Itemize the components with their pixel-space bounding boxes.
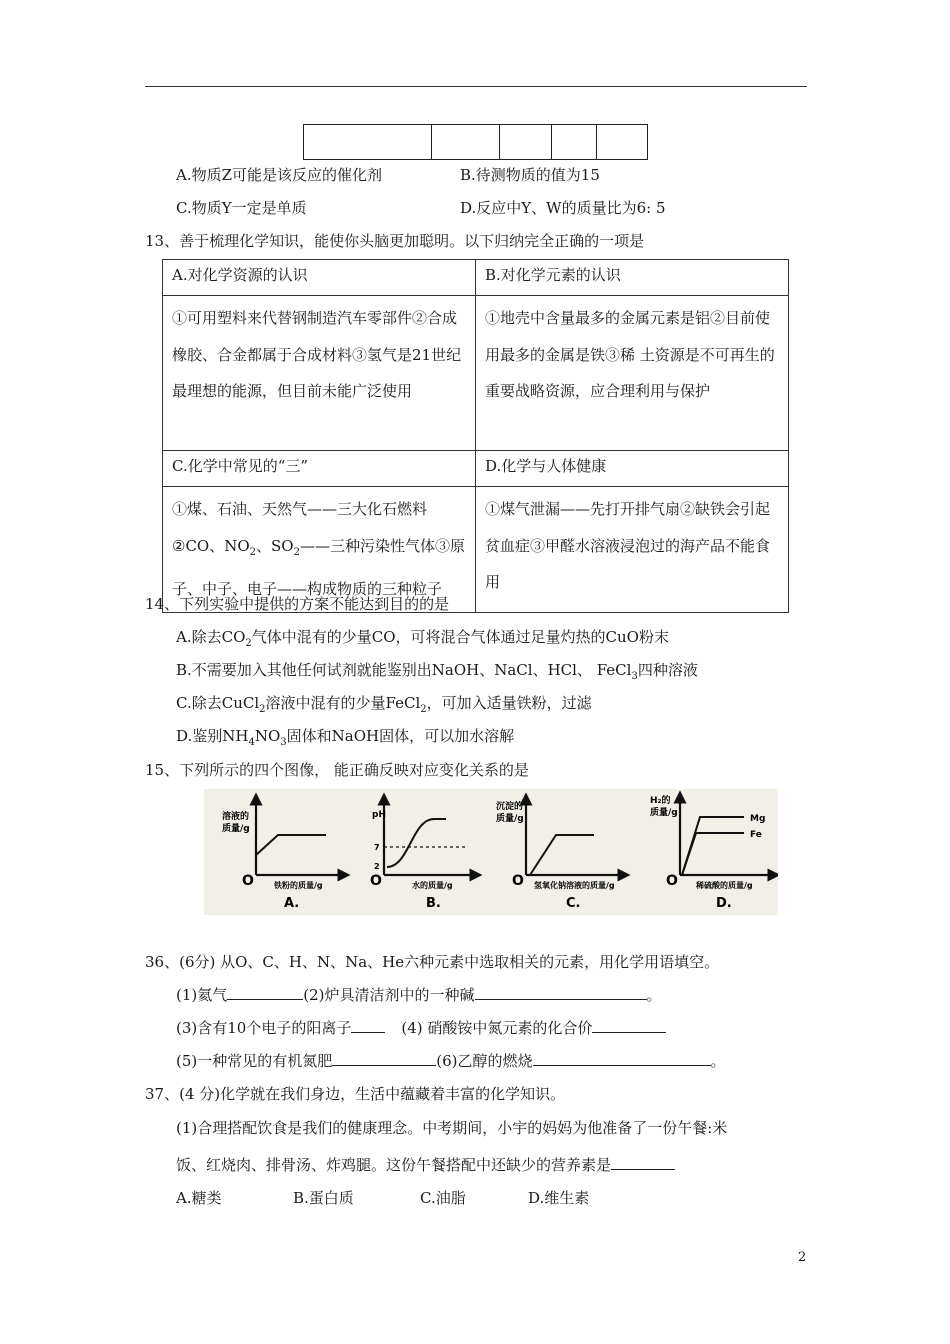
q37-stem: 37、(4 分)化学就在我们身边，生活中蕴藏着丰富的化学知识。 — [145, 1085, 566, 1103]
subscript: 2 — [420, 704, 427, 715]
q13-c-line1: ①煤、石油、天然气——三大化石燃料 — [172, 500, 428, 518]
text: NO — [254, 727, 281, 745]
x-label: 氢氧化钠溶液的质量/g — [534, 881, 615, 890]
q37-option-b: B.蛋白质 — [293, 1189, 354, 1207]
subscript: 2 — [293, 546, 300, 558]
series-label-fe: Fe — [750, 830, 762, 840]
origin-label: O — [242, 873, 254, 889]
origin-label: O — [370, 873, 382, 889]
tick-label: 2 — [374, 862, 380, 871]
q14-option-a — [176, 626, 669, 649]
y-label: 沉淀的 — [496, 802, 524, 812]
curve — [387, 819, 446, 867]
q12-option-a: A.物质Z可能是该反应的催化剂 — [176, 166, 383, 184]
q37-option-d: D.维生素 — [528, 1189, 590, 1207]
q37-option-a: A.糖类 — [176, 1189, 222, 1207]
text: ，可加入适量铁粉，过滤 — [426, 694, 592, 712]
text: 气体中混有的少量CO，可将混合气体通过足量灼热的CuO粉末 — [251, 628, 669, 646]
q13-a-body: ①可用塑料来代替钢制造汽车零部件②合成橡胶、合金都属于合成材料③氢气是21世纪最理想的能源，但目前未能广泛使用 — [163, 296, 476, 451]
q13-d-body: ①煤气泄漏——先打开排气扇②缺铁会引起贫血症③甲醛水溶液浸泡过的海产品不能食用 — [476, 487, 789, 613]
header-rule — [145, 86, 807, 87]
q13-b-body: ①地壳中含量最多的金属元素是铝②目前使用最多的金属是铁③稀 土资源是不可再生的重要战略资源，应合理利用与保护 — [476, 296, 789, 451]
series-label-mg: Mg — [750, 814, 766, 824]
curve-fe — [682, 833, 744, 875]
table-cell — [432, 125, 500, 160]
text: (6)乙醇的燃烧 — [436, 1052, 533, 1070]
subscript: 2 — [249, 546, 257, 558]
graph-c — [496, 799, 624, 911]
origin-label: O — [512, 873, 524, 889]
table-cell — [552, 125, 597, 160]
text: D.鉴别NH — [176, 727, 249, 745]
q14-stem: 14、下列实验中提供的方案不能达到目的的是 — [145, 595, 450, 613]
page-number: 2 — [798, 1250, 807, 1265]
table-cell — [597, 125, 648, 160]
y-label: 溶液的 — [222, 812, 250, 822]
text: 饭、红烧肉、排骨汤、炸鸡腿。这份午餐搭配中还缺少的营养素是 — [176, 1156, 612, 1174]
q36-line2 — [176, 1017, 666, 1038]
graph-a — [222, 799, 344, 911]
subscript: 3 — [631, 671, 638, 682]
y-unit: 质量/g — [650, 808, 678, 818]
q36-line3 — [176, 1050, 726, 1071]
answer-blank[interactable] — [351, 1017, 385, 1033]
table-cell — [304, 125, 432, 160]
text: (3)含有10个电子的阳离子 — [176, 1019, 352, 1037]
y-unit: 质量/g — [496, 814, 524, 824]
tick-label: 7 — [374, 843, 380, 852]
text: 。 — [646, 986, 662, 1004]
q36-stem: 36、(6分) 从O、C、H、N、Na、He六种元素中选取相关的元素，用化学用语填空。 — [145, 953, 720, 971]
subscript: 3 — [280, 737, 287, 748]
text: 四种溶液 — [637, 661, 698, 679]
q37-line2 — [176, 1154, 675, 1175]
text: (2)炉具清洁剂中的一种碱 — [303, 986, 475, 1004]
x-label: 水的质量/g — [412, 881, 453, 890]
text: 溶液中混有的少量FeCl — [265, 694, 421, 712]
text: B.不需要加入其他任何试剂就能鉴别出NaOH、NaCl、HCl、 FeCl — [176, 661, 632, 679]
q37-line1: (1)合理搭配饮食是我们的健康理念。中考期间，小宇的妈妈为他准备了一份午餐:米 — [176, 1119, 728, 1137]
answer-blank[interactable] — [592, 1017, 666, 1033]
text: 、SO — [256, 536, 294, 555]
q12-option-b: B.待测物质的值为15 — [460, 166, 600, 184]
q12-table — [303, 124, 648, 160]
q13-c-head: C.化学中常见的“三” — [163, 451, 476, 487]
answer-blank[interactable] — [533, 1050, 711, 1066]
graph-d — [650, 794, 774, 911]
x-label: 稀硫酸的质量/g — [696, 881, 753, 890]
graph-letter: A. — [284, 896, 300, 911]
text: 固体和NaOH固体，可以加水溶解 — [286, 727, 515, 745]
q37-option-c: C.油脂 — [420, 1189, 466, 1207]
q13-d-head: D.化学与人体健康 — [476, 451, 789, 487]
q14-option-b — [176, 659, 698, 682]
text: (5)一种常见的有机氮肥 — [176, 1052, 333, 1070]
q15-stem: 15、下列所示的四个图像， 能正确反映对应变化关系的是 — [145, 761, 529, 779]
q12-option-d: D.反应中Y、W的质量比为6: 5 — [460, 199, 666, 217]
answer-blank[interactable] — [475, 984, 647, 1000]
text: ②CO、NO — [172, 536, 250, 555]
q12-option-c: C.物质Y一定是单质 — [176, 199, 307, 217]
q13-c-line3: 子、中子、电子——构成物质的三种粒子 — [172, 580, 443, 598]
x-label: 铁粉的质量/g — [274, 881, 323, 890]
origin-label: O — [666, 873, 678, 889]
q14-option-d — [176, 725, 514, 748]
text: C.除去CuCl — [176, 694, 260, 712]
text: A.除去CO — [176, 628, 246, 646]
text: (4) 硝酸铵中氮元素的化合价 — [401, 1019, 593, 1037]
q13-c-line2 — [172, 528, 466, 572]
subscript: 2 — [259, 704, 266, 715]
graph-letter: C. — [566, 896, 581, 911]
subscript: 2 — [245, 638, 252, 649]
q14-option-c — [176, 692, 592, 715]
curve — [256, 835, 326, 855]
q13-table — [162, 259, 789, 613]
curve — [530, 835, 594, 875]
subscript: 4 — [248, 737, 255, 748]
answer-blank[interactable] — [227, 984, 303, 1000]
q13-stem: 13、善于梳理化学知识，能使你头脑更加聪明。以下归纳完全正确的一项是 — [145, 232, 645, 250]
table-cell — [500, 125, 552, 160]
answer-blank[interactable] — [611, 1154, 675, 1170]
q36-line1 — [176, 984, 662, 1005]
answer-blank[interactable] — [332, 1050, 436, 1066]
text: ——三种污染性气体③原 — [299, 536, 465, 555]
y-unit: 质量/g — [222, 824, 250, 834]
q15-graphs-svg — [204, 789, 778, 915]
graph-b — [370, 799, 476, 911]
text: 。 — [710, 1052, 726, 1070]
y-label: H₂的 — [650, 796, 671, 806]
q13-b-head: B.对化学元素的认识 — [476, 260, 789, 296]
y-label: pH — [372, 810, 386, 820]
graph-letter: D. — [716, 896, 732, 911]
graph-letter: B. — [426, 896, 441, 911]
q13-a-head: A.对化学资源的认识 — [163, 260, 476, 296]
q15-graphs-figure — [204, 789, 778, 915]
text: (1)氦气 — [176, 986, 228, 1004]
